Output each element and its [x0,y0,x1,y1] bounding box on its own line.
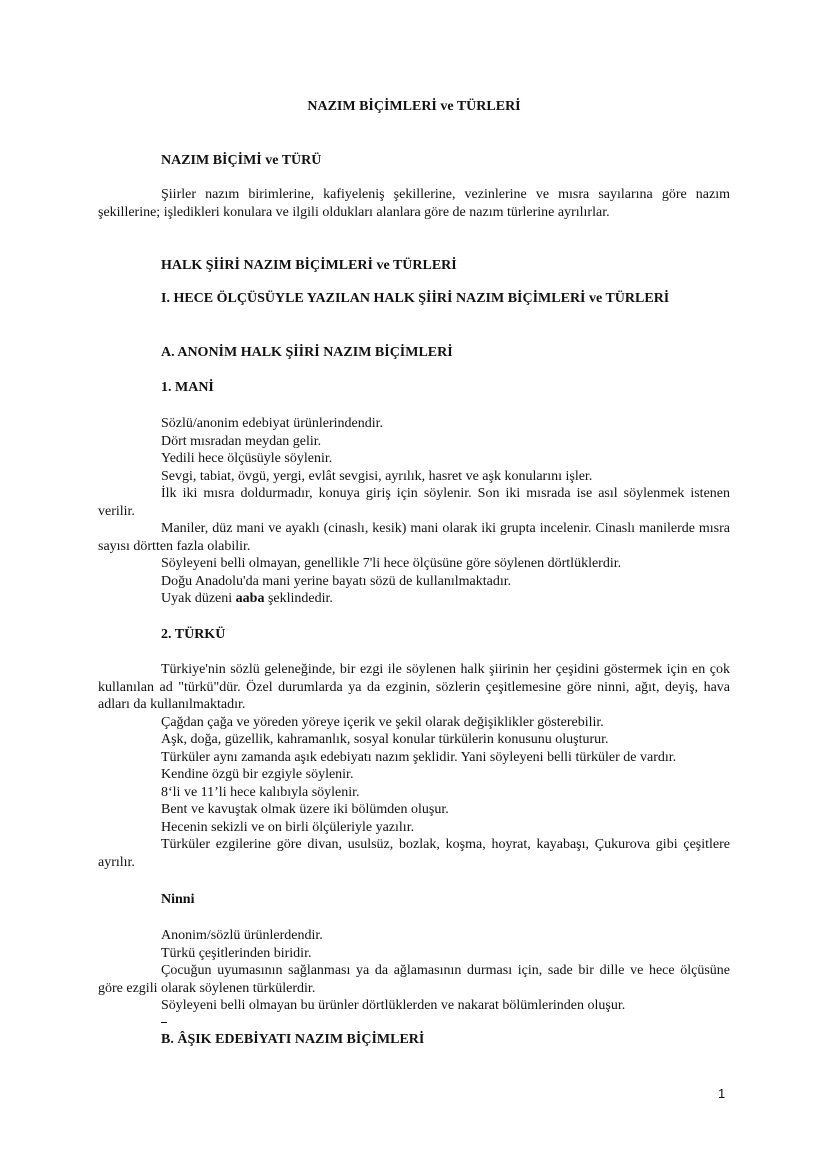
turku-paragraph: Türkiye'nin sözlü geleneğinde, bir ezgi ile söylenen halk şiirinin her çeşidini göstermek için en çok kullanılan ad "türkü"dür. Özel durumlarda ya da ezginin, sözlerin çeşitlemesine göre ninni, ağıt, deyiş, hava adları da kullanılmaktadır. [98,662,730,712]
turku-content [98,661,730,871]
section-heading-anonim: A. ANONİM HALK ŞİİRİ NAZIM BİÇİMLERİ [161,345,453,360]
turku-line: 8‘li ve 11’li hece kalıbıyla söylenir. [161,784,360,800]
mani-line: Yedili hece ölçüsüyle söylenir. [161,451,333,466]
mani-paragraph: İlk iki mısra doldurmadır, konuya giriş için söylenir. Son iki mısrada ise asıl söylenmek istenen verilir. [98,486,730,519]
turku-paragraph: Türküler ezgilerine göre divan, usulsüz, bozlak, koşma, hoyrat, kayabaşı, Çukurova gibi çeşitlere ayrılır. [98,837,730,870]
section-heading-ninni: Ninni [161,892,195,907]
ninni-line: Anonim/sözlü ürünlerdendir. [161,928,323,943]
mani-line: Doğu Anadolu'da mani yerine bayatı sözü de kullanılmaktadır. [161,573,512,589]
mani-paragraph: Maniler, düz mani ve ayaklı (cinaslı, kesik) mani olarak iki grupta incelenir. Cinaslı manilerde mısra sayısı dörtten fazla olabilir. [98,521,730,554]
uyak-suffix: şeklindedir. [264,591,333,606]
uyak-prefix: Uyak düzeni [161,591,236,606]
page-number: 1 [718,1086,726,1101]
turku-line: Aşk, doğa, güzellik, kahramanlık, sosyal konular türkülerin konusunu oluşturur. [161,732,609,747]
intro-paragraph: Şiirler nazım birimlerine, kafiyeleniş şekillerine, vezinlerine ve mısra sayılarına göre nazım şekillerine; işledikleri konulara ve ilgili oldukları alanlara göre de nazım türlerine ayrılırlar. [98,187,730,220]
section-heading-hece-olcusu: I. HECE ÖLÇÜSÜYLE YAZILAN HALK ŞİİRİ NAZIM BİÇİMLERİ ve TÜRLERİ [161,291,670,306]
section-heading-turku: 2. TÜRKÜ [161,627,226,642]
section-heading-asik: B. ÂŞIK EDEBİYATI NAZIM BİÇİMLERİ [161,1032,425,1047]
ninni-paragraph: Çocuğun uyumasının sağlanması ya da ağlamasının durması için, sade bir dille ve hece ölçüsüne göre ezgili olarak söylenen türkülerdir. [98,963,730,996]
uyak-scheme: aaba [235,591,265,606]
intro-paragraph-block [98,186,730,221]
turku-line: Türküler aynı zamanda aşık edebiyatı nazım şeklidir. Yani söyleyeni belli türküler de vardır. [161,749,677,765]
mani-line: Sevgi, tabiat, övgü, yergi, evlât sevgisi, ayrılık, hasret ve aşk konularını işler. [161,468,593,484]
mani-uyak-line [98,590,730,608]
ninni-line: Söyleyeni belli olmayan bu ürünler dörtlüklerden ve nakarat bölümlerinden oluşur. [161,998,626,1013]
mani-line: Söyleyeni belli olmayan, genellikle 7'li hece ölçüsüne göre söylenen dörtlüklerdir. [161,556,622,571]
ninni-line: Türkü çeşitlerinden biridir. [161,945,312,961]
turku-line: Hecenin sekizli ve on birli ölçüleriyle yazılır. [161,819,415,835]
turku-line: Kendine özgü bir ezgiyle söylenir. [161,767,354,782]
turku-line: Bent ve kavuştak olmak üzere iki bölümden oluşur. [161,802,449,817]
turku-line: Çağdan çağa ve yöreden yöreye içerik ve şekil olarak değişiklikler gösterebilir. [161,714,604,730]
mani-line: Sözlü/anonim edebiyat ürünlerindendir. [161,416,384,431]
section-heading-halk-siiri: HALK ŞİİRİ NAZIM BİÇİMLERİ ve TÜRLERİ [161,258,457,273]
mani-line: Dört mısradan meydan gelir. [161,433,322,449]
ninni-content [98,927,730,1015]
section-heading-mani: 1. MANİ [161,380,214,395]
mani-content [98,415,730,608]
divider-dash [161,1022,167,1023]
document-title: NAZIM BİÇİMLERİ ve TÜRLERİ [307,99,521,114]
section-heading-nazim-bicimi: NAZIM BİÇİMİ ve TÜRÜ [161,153,322,168]
